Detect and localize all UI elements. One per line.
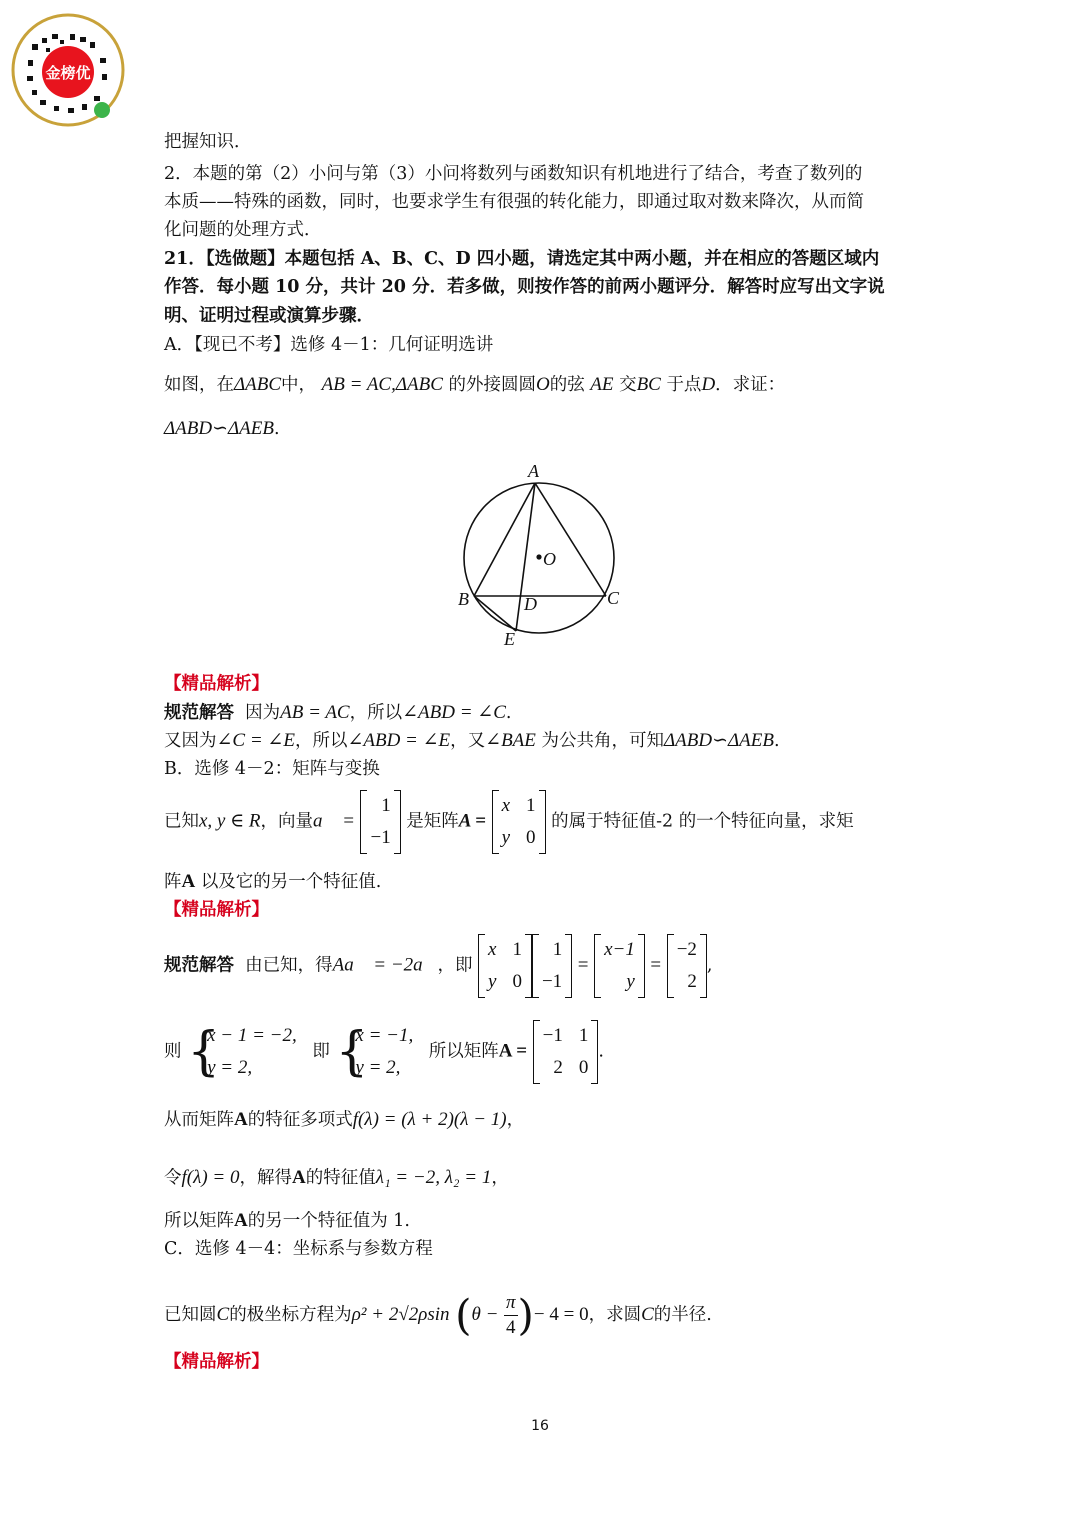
fraction: $\frac{\pi}{4}$ bbox=[506, 1292, 516, 1338]
svg-text:B: B bbox=[458, 589, 469, 609]
analysis-heading: 【精品解析】 bbox=[164, 1352, 269, 1372]
svg-text:D: D bbox=[524, 594, 537, 614]
question-21-intro: 21．【选做题】本题包括 A、B、C、D 四小题，请选定其中两小题，并在相应的答题区域内 bbox=[164, 249, 880, 269]
equation-system: { x = −1, y = 2, bbox=[335, 1022, 414, 1082]
solution-line: 从而矩阵A的特征多项式f(λ) = (λ + 2)(λ − 1)， bbox=[164, 1109, 525, 1130]
problem-statement: 已知圆C的极坐标方程为ρ² + 2√2ρsin (θ − $\frac{\pi}{4}$ )− 4 = 0，求圆C的半径. bbox=[164, 1290, 712, 1340]
svg-text:O: O bbox=[543, 549, 556, 569]
vector-a: 1 −1 bbox=[360, 790, 400, 854]
vector: −2 2 bbox=[667, 934, 707, 998]
paragraph: 把握知识． bbox=[164, 132, 252, 152]
analysis-heading: 【精品解析】 bbox=[164, 674, 269, 694]
question-21-intro: 作答．每小题 10 分，共计 20 分．若多做，则按作答的前两小题评分．解答时应写出文字说 bbox=[164, 277, 885, 297]
section-heading: A．【现已不考】选修 4－1：几何证明选讲 bbox=[164, 335, 494, 355]
paragraph: 化问题的处理方式． bbox=[164, 220, 322, 240]
vector: x−1 y bbox=[594, 934, 645, 998]
section-heading: C．选修 4－4：坐标系与参数方程 bbox=[164, 1239, 433, 1259]
claim: ΔABD∽ΔAEB. bbox=[164, 418, 280, 439]
solution-line: 又因为∠C = ∠E，所以∠ABD = ∠E，又∠BAE 为公共角，可知ΔABD∽ΔAEB. bbox=[164, 730, 780, 751]
matrix-A: x 1 y 0 bbox=[492, 790, 546, 854]
svg-text:金榜优: 金榜优 bbox=[45, 64, 91, 82]
paragraph: 2．本题的第（2）小问与第（3）小问将数列与函数知识有机地进行了结合，考查了数列的 bbox=[164, 164, 863, 184]
solution-line: 令f(λ) = 0，解得A的特征值λ₁ = −2, λ₂ = 1， bbox=[164, 1167, 509, 1188]
solution-line: 则 { x − 1 = −2, y = 2, 即 { x = −1, y = 2, 所以矩阵A = −1 1 2 0 . bbox=[164, 1022, 604, 1082]
solution-line: 规范解答 因为AB = AC，所以∠ABD = ∠C. bbox=[164, 702, 512, 723]
circle-triangle-figure bbox=[450, 460, 630, 650]
svg-text:C: C bbox=[607, 588, 620, 608]
matrix: −1 1 2 0 bbox=[533, 1020, 599, 1084]
qr-logo-icon bbox=[10, 12, 126, 128]
equation-system: { x − 1 = −2, y = 2, bbox=[187, 1022, 297, 1082]
solution-line: 规范解答 由已知，得Aa⃗ = −2a⃗，即 x 1 y 0 1 −1 = x−1 y = −2 2 , bbox=[164, 934, 713, 998]
analysis-heading: 【精品解析】 bbox=[164, 900, 269, 920]
matrix: x 1 y 0 bbox=[478, 934, 532, 998]
vector: 1 −1 bbox=[532, 934, 572, 998]
svg-text:E: E bbox=[504, 629, 515, 649]
problem-statement: 阵A 以及它的另一个特征值. bbox=[164, 871, 382, 892]
problem-statement: 已知x, y ∈ R，向量a⃗ = 1 −1 是矩阵A = x 1 y 0 的属于特征值-2 的一个特征向量，求矩 bbox=[164, 790, 854, 854]
paragraph: 本质——特殊的函数，同时，也要求学生有很强的转化能力，即通过取对数来降次，从而简 bbox=[164, 192, 864, 212]
solution-line: 所以矩阵A的另一个特征值为 1. bbox=[164, 1210, 410, 1231]
section-heading: B．选修 4－2：矩阵与变换 bbox=[164, 759, 380, 779]
problem-statement: 如图，在ΔABC中， AB = AC,ΔABC 的外接圆圆O的弦 AE 交BC 于点D．求证： bbox=[164, 374, 786, 395]
question-21-intro: 明、证明过程或演算步骤． bbox=[164, 306, 374, 326]
logo bbox=[10, 12, 126, 128]
page-number: 16 bbox=[531, 1418, 549, 1434]
svg-text:A: A bbox=[528, 461, 539, 481]
